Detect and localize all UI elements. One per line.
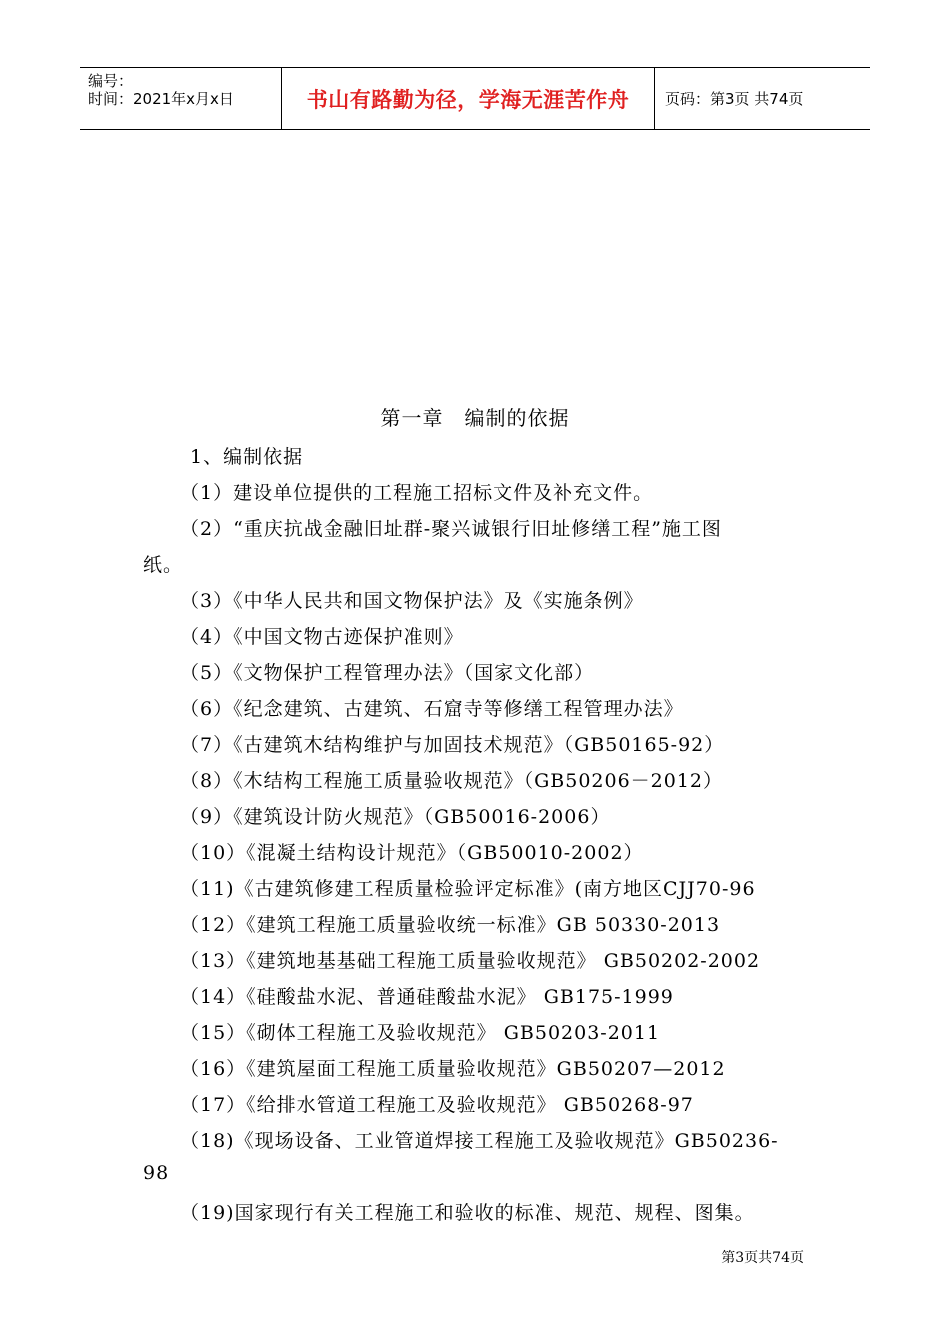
list-item: （10）《混凝土结构设计规范》（GB50010-2002） [180, 842, 644, 864]
list-item: 纸。 [143, 554, 184, 576]
header-motto: 书山有路勤为径，学海无涯苦作舟 [306, 87, 630, 112]
list-item: （7）《古建筑木结构维护与加固技术规范》（GB50165-92） [180, 734, 725, 756]
list-item: （5）《文物保护工程管理办法》（国家文化部） [180, 662, 595, 684]
page-footer: 第3页共74页 [721, 1250, 804, 1266]
list-item: （14）《硅酸盐水泥、普通硅酸盐水泥》 GB175-1999 [180, 986, 674, 1008]
page-number-label: 页码：第3页 共74页 [665, 90, 804, 108]
list-item: （19)国家现行有关工程施工和验收的标准、规范、规程、图集。 [180, 1202, 755, 1224]
chapter-title: 第一章 编制的依据 [380, 406, 570, 430]
header-left-cell [80, 68, 282, 129]
list-item: （8）《木结构工程施工质量验收规范》（GB50206－2012） [180, 770, 724, 792]
header-right-cell [655, 68, 870, 129]
list-item: （11)《古建筑修建工程质量检验评定标准》(南方地区CJJ70-96 [180, 878, 756, 900]
page-header [80, 67, 870, 130]
list-item: （18)《现场设备、工业管道焊接工程施工及验收规范》GB50236- [180, 1130, 779, 1152]
list-item: （16）《建筑屋面工程施工质量验收规范》GB50207—2012 [180, 1058, 726, 1080]
list-item: （17）《给排水管道工程施工及验收规范》 GB50268-97 [180, 1094, 694, 1116]
time-label: 时间：2021年x月x日 [88, 90, 234, 108]
section-title: 1、编制依据 [190, 446, 304, 468]
list-item: （12）《建筑工程施工质量验收统一标准》GB 50330-2013 [180, 914, 721, 936]
number-label: 编号： [88, 72, 134, 90]
list-item: （1）建设单位提供的工程施工招标文件及补充文件。 [180, 482, 654, 504]
list-item: （4）《中国文物古迹保护准则》 [180, 626, 464, 648]
list-item: （15）《砌体工程施工及验收规范》 GB50203-2011 [180, 1022, 661, 1044]
header-middle-cell [282, 68, 655, 129]
list-item: （2）“重庆抗战金融旧址群-聚兴诚银行旧址修缮工程”施工图 [180, 518, 722, 540]
list-item: （13）《建筑地基基础工程施工质量验收规范》 GB50202-2002 [180, 950, 761, 972]
list-item: 98 [143, 1162, 170, 1184]
list-item: （6）《纪念建筑、古建筑、石窟寺等修缮工程管理办法》 [180, 698, 684, 720]
list-item: （9）《建筑设计防火规范》（GB50016-2006） [180, 806, 611, 828]
list-item: （3）《中华人民共和国文物保护法》及《实施条例》 [180, 590, 644, 612]
